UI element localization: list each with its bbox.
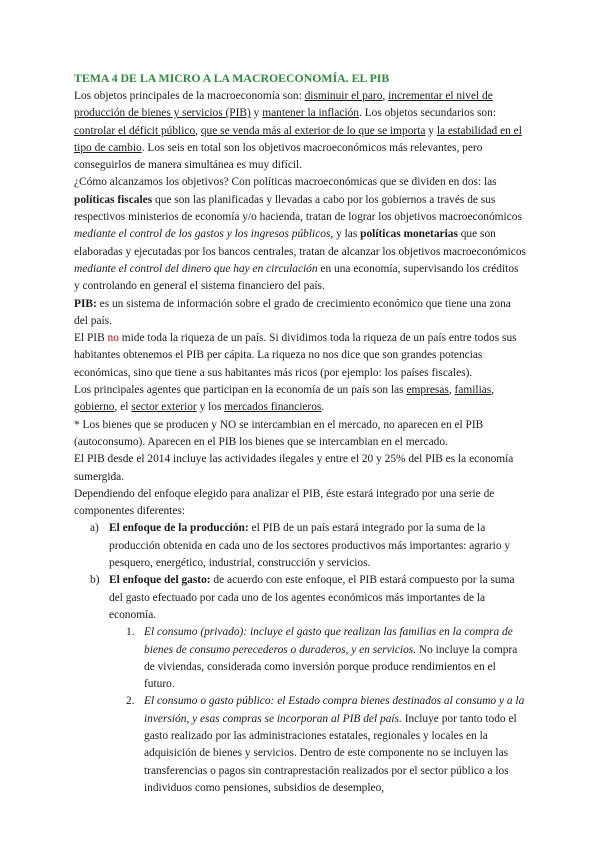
approach-production-heading: El enfoque de la producción: (109, 522, 249, 535)
objective-inflation: mantener la inflación (262, 107, 359, 120)
agent-foreign-sector: sector exterior (131, 401, 197, 414)
spending-components-list (109, 624, 526, 797)
objective-exports: que se venda más al exterior de lo que se importa (200, 124, 426, 137)
list-marker: 2. (126, 695, 135, 708)
approaches-list (74, 520, 526, 797)
highlight-no: no (107, 332, 119, 345)
objective-unemployment: disminuir el paro (304, 90, 383, 102)
list-item-private-consumption: 1. El consumo (privado): incluye el gasto que realizan las familias en la compra de bienes de consumo perecederos o duraderos, y en servicios. No incluye la compra de viviendas, considerada como inversión porque produce rendimientos en el futuro. (126, 626, 518, 691)
document-body (74, 70, 526, 797)
agent-financial-markets: mercados financieros (224, 401, 322, 414)
list-marker: b) (90, 574, 100, 587)
list-item-spending-approach: b) El enfoque del gasto: de acuerdo con este enfoque, el PIB estará compuesto por la suma del gasto efectuado por cada uno de los agentes económicos más importantes de la economía. 1. El consumo (privado): incluye el gasto que realizan las familias en la compra de bienes de consumo perecederos o duraderos, y en servicios. No incluye la compra de viviendas, considerada como inversión porque produce rendimientos en el futuro. 2. El consumo o gasto público: el Estado compra bienes destinados al consumo y a la inversión, y esas compras se incorporan al PIB del país. Incluye por tanto todo el gasto realizado por las administraciones estatales, regionales y locales en la adquisición de bienes y servicios. Dentro de este componente no se incluyen las transferencias o pagos sin contraprestación realizados por el sector público a los individuos como pensiones, subsidios de desempleo, (74, 572, 526, 797)
term-pib: PIB: (74, 297, 97, 310)
objective-production: incrementar el nivel de producción de bienes y servicios (PIB) (74, 90, 493, 120)
list-marker: a) (90, 522, 99, 535)
term-fiscal-policies: políticas fiscales (74, 193, 153, 206)
objective-deficit: controlar el déficit público (74, 124, 196, 137)
approach-spending-heading: El enfoque del gasto: (109, 574, 211, 587)
objective-exchange-rate: la estabilidad en el tipo de cambio (74, 124, 522, 154)
list-item-production-approach: a) El enfoque de la producción: el PIB de un país estará integrado por la suma de la producción obtenida en cada uno de los sectores productivos más importantes: agrario y pesquero, energético, industrial, construcción y servicios. (90, 522, 511, 570)
paragraph-pib-wealth: El PIB no mide toda la riqueza de un país. Si dividimos toda la riqueza de un país entre todos sus habitantes obtenemos el PIB per cápita. La riqueza no nos dice que son grandes potencias económicas, sino que tiene a sus habitantes más ricos (por ejemplo: los países fiscales). (74, 332, 517, 379)
list-marker: 1. (126, 626, 135, 639)
term-monetary-policies: políticas monetarias (360, 228, 458, 241)
fiscal-policy-means: mediante el control de los gastos y los ingresos públicos (74, 228, 331, 241)
document-title: TEMA 4 DE LA MICRO A LA MACROECONOMÍA. EL PIB (74, 71, 390, 85)
paragraph-objectives: Los objetos principales de la macroeconomía son: disminuir el paro, incrementar el nivel de producción de bienes y servicios (PIB) y mantener la inflación. Los objetos secundarios son: controlar el déficit público, que se venda más al exterior de lo que se importa y la estabilidad en el tipo de cambio. Los seis en total son los objetivos macroeconómicos más relevantes, pero conseguirlos de manera simultánea es muy difícil. (74, 90, 522, 172)
list-item-public-spending: 2. El consumo o gasto público: el Estado compra bienes destinados al consumo y a la inversión, y esas compras se incorporan al PIB del país. Incluye por tanto todo el gasto realizado por las administraciones estatales, regionales y locales en la adquisición de bienes y servicios. Dentro de este componente no se incluyen las transferencias o pagos sin contraprestación realizados por el sector público a los individuos como pensiones, subsidios de desempleo, (126, 695, 525, 794)
paragraph-policies: ¿Cómo alcanzamos los objetivos? Con políticas macroeconómicas que se dividen en dos: las políticas fiscales que son las planificadas y llevadas a cabo por los gobiernos a través de sus respectivos ministerios de economía y/o hacienda, tratan de lograr los objetivos macroeconómicos mediante el control de los gastos y los ingresos públicos, y las políticas monetarias que son elaboradas y ejecutadas por los bancos centrales, tratan de alcanzar los objetivos macroeconómicos mediante el control del dinero que hay en circulación en una economía, supervisando los créditos y controlando en general el sistema financiero del país. (74, 176, 526, 293)
paragraph-pib-definition: PIB: es un sistema de información sobre el grado de crecimiento económico que tiene una zona del país. (74, 297, 511, 327)
agent-companies: empresas (406, 384, 449, 397)
paragraph-illegal-activities: El PIB desde el 2014 incluye las actividades ilegales y entre el 20 y 25% del PIB es la economía sumergida. (74, 453, 514, 483)
monetary-policy-means: mediante el control del dinero que hay en circulación (74, 262, 318, 275)
agent-families: familias (454, 384, 492, 397)
paragraph-agents: Los principales agentes que participan en la economía de un país son las empresas, familias, gobierno, el sector exterior y los mercados financieros. (74, 384, 495, 414)
paragraph-approaches-intro: Dependiendo del enfoque elegido para analizar el PIB, éste estará integrado por una serie de componentes diferentes: (74, 487, 495, 518)
paragraph-self-consumption-note: * Los bienes que se producen y NO se intercambian en el mercado, no aparecen en el PIB (autoconsumo). Aparecen en el PIB los bienes que se intercambian en el mercado. (74, 418, 484, 448)
agent-government: gobierno (74, 401, 115, 414)
